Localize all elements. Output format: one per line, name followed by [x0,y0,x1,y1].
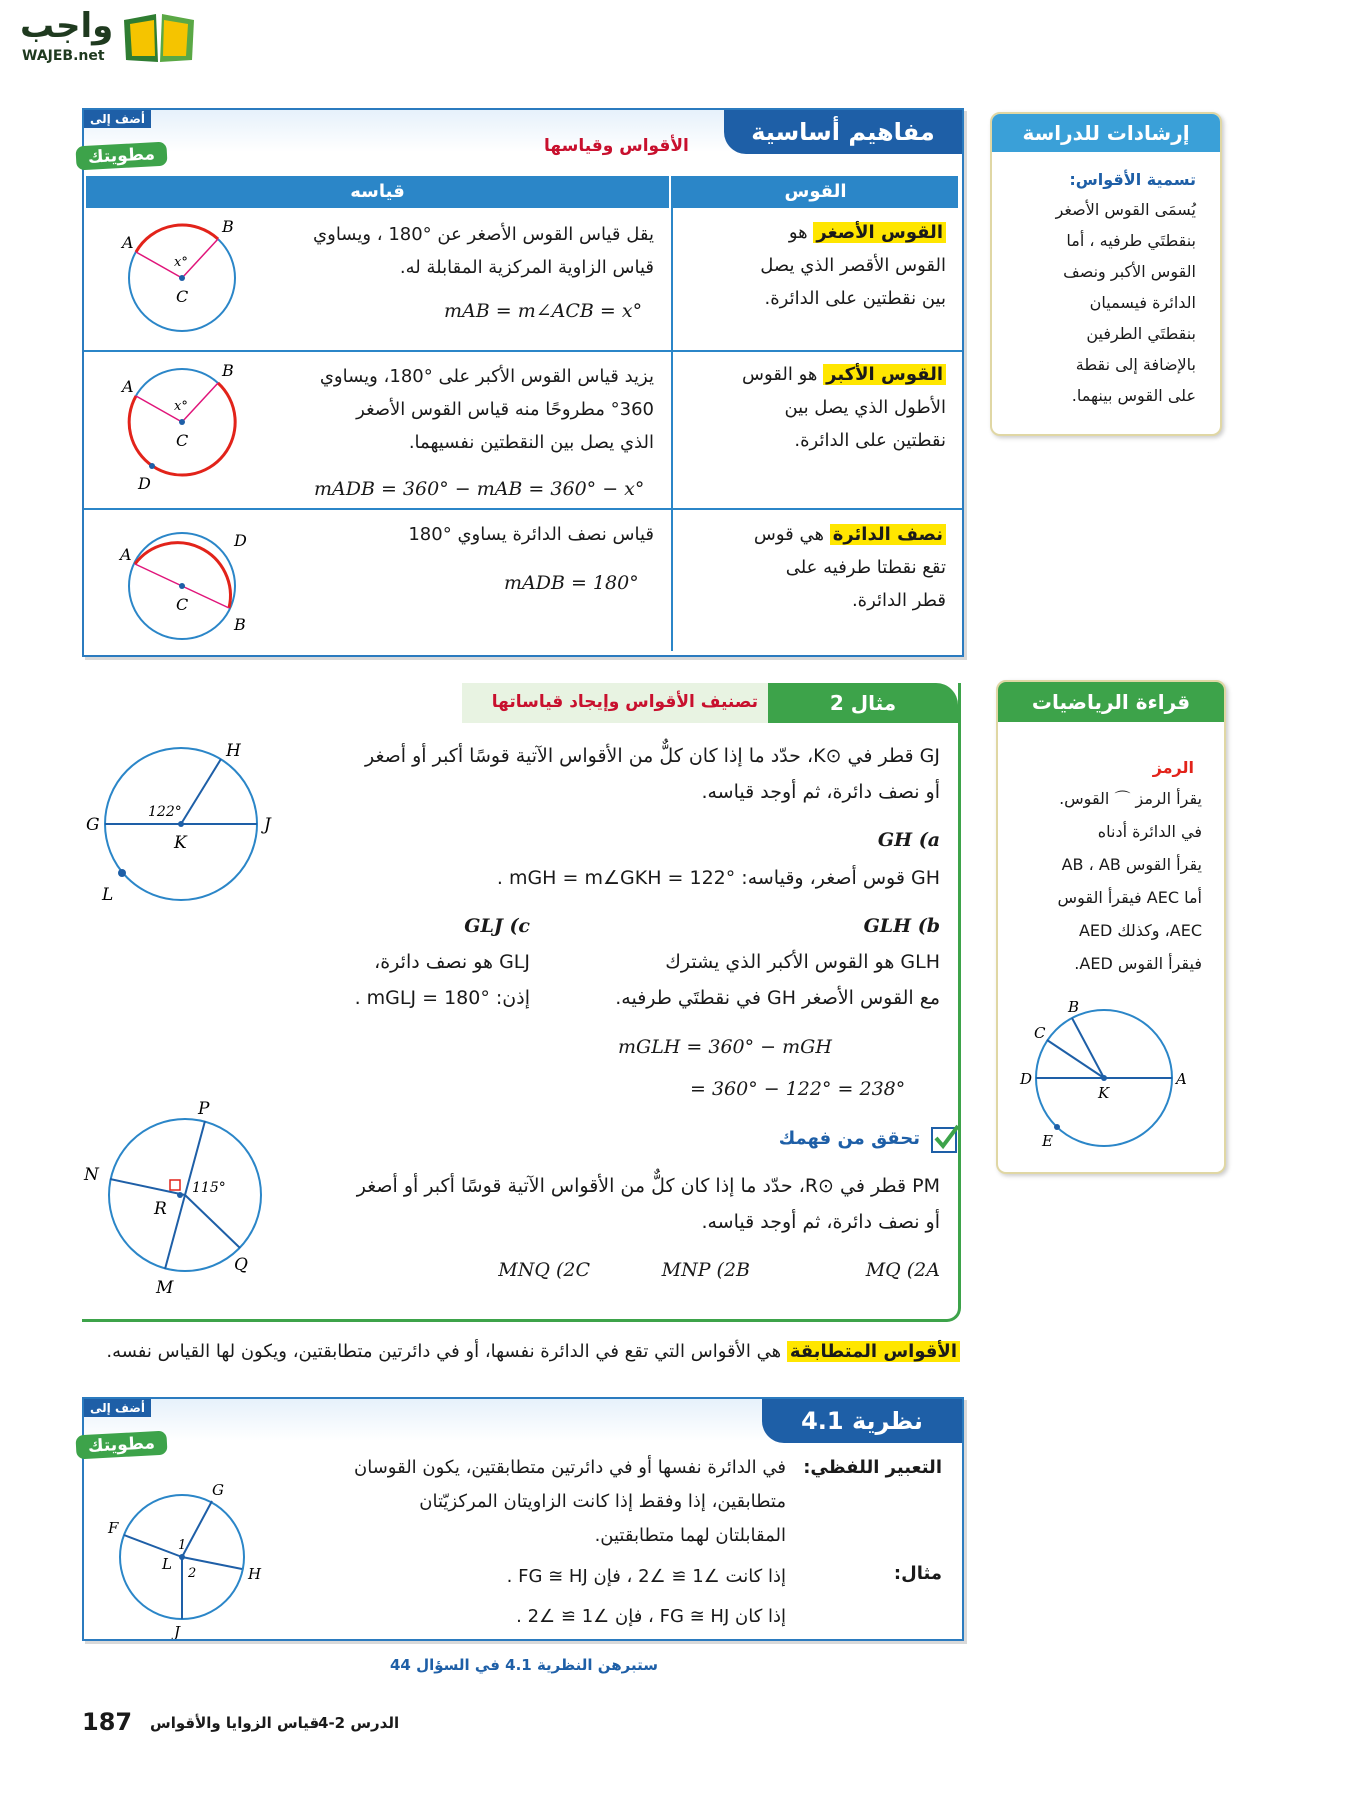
part-c-text: GLJ هو نصف دائرة، إذن: mGLJ = 180° . [354,951,530,1009]
svg-text:Q: Q [234,1255,248,1275]
semicircle-term: نصف الدائرة [830,524,946,545]
congruent-arcs-term: الأقواس المتطابقة [787,1341,960,1362]
svg-text:L: L [162,1555,172,1573]
svg-text:A: A [1176,1070,1187,1088]
major-arc-definition: القوس الأكبر هو القوس الأطول الذي يصل بين نقطتين على الدائرة. [742,364,946,451]
point-d-label: D [138,474,151,493]
minor-arc-diagram [104,210,264,345]
verbal-label: التعبير اللفظي: [803,1457,942,1478]
footer-lesson: الدرس 2-4 [318,1714,400,1732]
column-divider [671,176,673,651]
major-arc-diagram [104,354,264,504]
study-tips-text: يُسمَى القوس الأصغر بنقطتَي طرفيه ، أما القوس الأكبر ونصف الدائرة فيسميان بنقطتَي الطرفين بالإضافة إلى نقطة على القوس بينهما. [1055,200,1196,405]
check-item-2b[interactable]: MNP (2B [661,1259,750,1281]
svg-text:C: C [1034,1024,1046,1042]
point-a-label: A [120,545,132,564]
svg-text:K: K [1098,1084,1110,1102]
concept-subtitle: الأقواس وقياسها [544,136,689,156]
check-title: تحقق من فهمك [778,1128,920,1149]
example-statements: إذا كانت ∠1 ≅ ∠2 ، فإن FG ≅ HJ . إذا كان FG ≅ HJ ، فإن ∠1 ≅ ∠2 . [506,1566,786,1627]
semicircle-formula: mADB = 180° [504,572,639,594]
svg-text:G: G [212,1481,224,1499]
row-divider [84,508,962,510]
congruent-arcs-definition: الأقواس المتطابقة هي الأقواس التي تقع في الدائرة نفسها، أو في دائرتين متطابقتين، ويكون لها القياس نفسه. [100,1334,960,1370]
check-item-2c[interactable]: MNQ (2C [498,1259,590,1281]
svg-text:M: M [156,1278,174,1298]
point-b-label: B [222,217,234,236]
svg-text:G: G [86,815,100,835]
svg-text:1: 1 [178,1538,187,1553]
check-text: PM قطر في ⊙R، حدّد ما إذا كان كلٌّ من الأقواس الآتية قوسًا أكبر أو أصغر أو نصف دائرة، ثم أوجد قياسه. [356,1175,940,1233]
svg-text:122°: 122° [148,804,182,820]
part-b-calc-1: mGLH = 360° − mGH [618,1036,832,1058]
logo-english: WAJEB.net [22,48,105,64]
verbal-statement: في الدائرة نفسها أو في دائرتين متطابقتين، يكون القوسان متطابقين، إذا وفقط إذا كانت الزاويتان المركزيّتان المقابلتان لهما متطابقتين. [354,1457,786,1546]
part-a-text: GH قوس أصغر، وقياسه: mGH = m∠GKH = 122° . [496,867,940,889]
check-title-row [740,1124,960,1160]
svg-text:H: H [248,1565,262,1583]
column-head-arc: القوس [673,176,958,208]
semicircle-diagram [104,518,264,653]
example-circle-diagram [76,738,296,918]
svg-text:H: H [226,741,241,761]
point-c-label: C [176,287,189,306]
part-b-calc-2: = 360° − 122° = 238° [690,1078,906,1100]
major-arc-formula: mADB = 360° − mAB = 360° − x° [314,478,645,500]
example-label: مثال: [893,1563,942,1584]
svg-text:P: P [198,1100,210,1119]
point-b-label: B [234,615,246,634]
check-item-2a[interactable]: MQ (2A [865,1259,940,1281]
minor-arc-measure: يقل قياس القوس الأصغر عن °180 ، ويساوي قياس الزاوية المركزية المقابلة له. [313,224,654,278]
major-arc-measure: يزيد قياس القوس الأكبر على °180، ويساوي °360 مطروحًا منه قياس القوس الأصغر الذي يصل بين النقطتين نفسيهما. [319,366,654,453]
row-divider [84,350,962,352]
svg-text:J: J [264,815,271,835]
add-to-tag: أضف إلى [84,110,151,128]
point-d-label: D [234,531,247,550]
svg-text:E: E [1042,1132,1053,1150]
part-b-label: GLH (b [863,915,940,937]
svg-text:K: K [174,833,187,853]
angle-x-label: x° [174,399,188,414]
svg-text:B: B [1068,1000,1080,1016]
point-c-label: C [176,431,189,450]
page-number: 187 [82,1708,133,1736]
part-a-label: GH (a [877,829,940,851]
foldable-tag[interactable]: مطويتك [75,1431,167,1460]
study-tips-subtitle: تسمية الأقواس: [1069,170,1196,189]
svg-text:2: 2 [188,1566,197,1581]
semicircle-definition: نصف الدائرة هي قوس تقع نقطتا طرفيه على قطر الدائرة. [753,524,946,611]
part-b-text: GLH هو القوس الأكبر الذي يشترك مع القوس الأصغر GH في نقطتَي طرفيه. [615,951,940,1009]
proof-note: ستبرهن النظرية 4.1 في السؤال 44 [390,1656,658,1674]
svg-text:115°: 115° [192,1180,226,1196]
logo [10,6,190,66]
svg-text:L: L [102,885,114,905]
math-reading-text: يقرأ الرمز ⌒ القوس. في الدائرة أدناه يقرأ القوس AB ، AB أما AEC فيقرأ القوس AEC، وكذلك AED فيقرأ القوس AED. [1057,789,1202,973]
concept-title: مفاهيم أساسية [724,110,962,154]
study-tips-title: إرشادات للدراسة [992,114,1220,152]
point-c-label: C [176,595,189,614]
math-reading-box [996,680,1226,1174]
footer-topic: قياس الزوايا والأقواس [150,1714,320,1732]
math-reading-title: قراءة الرياضيات [998,682,1224,722]
study-tips-box [990,112,1222,436]
math-reading-subtitle: الرمز [1152,758,1194,777]
add-to-tag: أضف إلى [84,1399,151,1417]
point-b-label: B [222,361,234,380]
theorem-title: نظرية 4.1 [762,1399,962,1443]
minor-arc-definition: القوس الأصغر هو القوس الأقصر الذي يصل بين نقطتين على الدائرة. [760,222,946,309]
svg-text:D: D [1020,1070,1033,1088]
column-head-measure: قياسه [86,176,669,208]
key-concept-box [82,108,964,657]
example-number: مثال 2 [768,683,958,723]
logo-arabic: واجب [20,6,114,46]
point-a-label: A [122,377,134,396]
example-intro: GJ قطر في ⊙K، حدّد ما إذا كان كلٌّ من الأقواس الآتية قوسًا أكبر أو أصغر أو نصف دائرة، ثم أوجد قياسه. [364,745,940,803]
theorem-box [82,1397,964,1641]
angle-x-label: x° [174,255,188,270]
svg-text:J: J [174,1623,181,1639]
foldable-tag[interactable]: مطويتك [75,142,167,171]
semicircle-measure: قياس نصف الدائرة يساوي °180 [408,524,654,545]
svg-text:N: N [84,1165,99,1185]
svg-text:R: R [154,1199,167,1219]
theorem-diagram [102,1479,272,1639]
example-title: تصنيف الأقواس وإيجاد قياساتها [491,692,758,712]
minor-arc-term: القوس الأصغر [813,222,946,243]
point-a-label: A [122,233,134,252]
part-c-label: GLJ (c [464,915,530,937]
book-icon [120,10,198,66]
minor-arc-formula: mAB = m∠ACB = x° [444,300,643,322]
major-arc-term: القوس الأكبر [823,364,946,385]
checkmark-icon [930,1124,960,1154]
math-reading-diagram [1008,1000,1208,1150]
svg-text:F: F [108,1519,119,1537]
check-circle-diagram [80,1100,300,1300]
